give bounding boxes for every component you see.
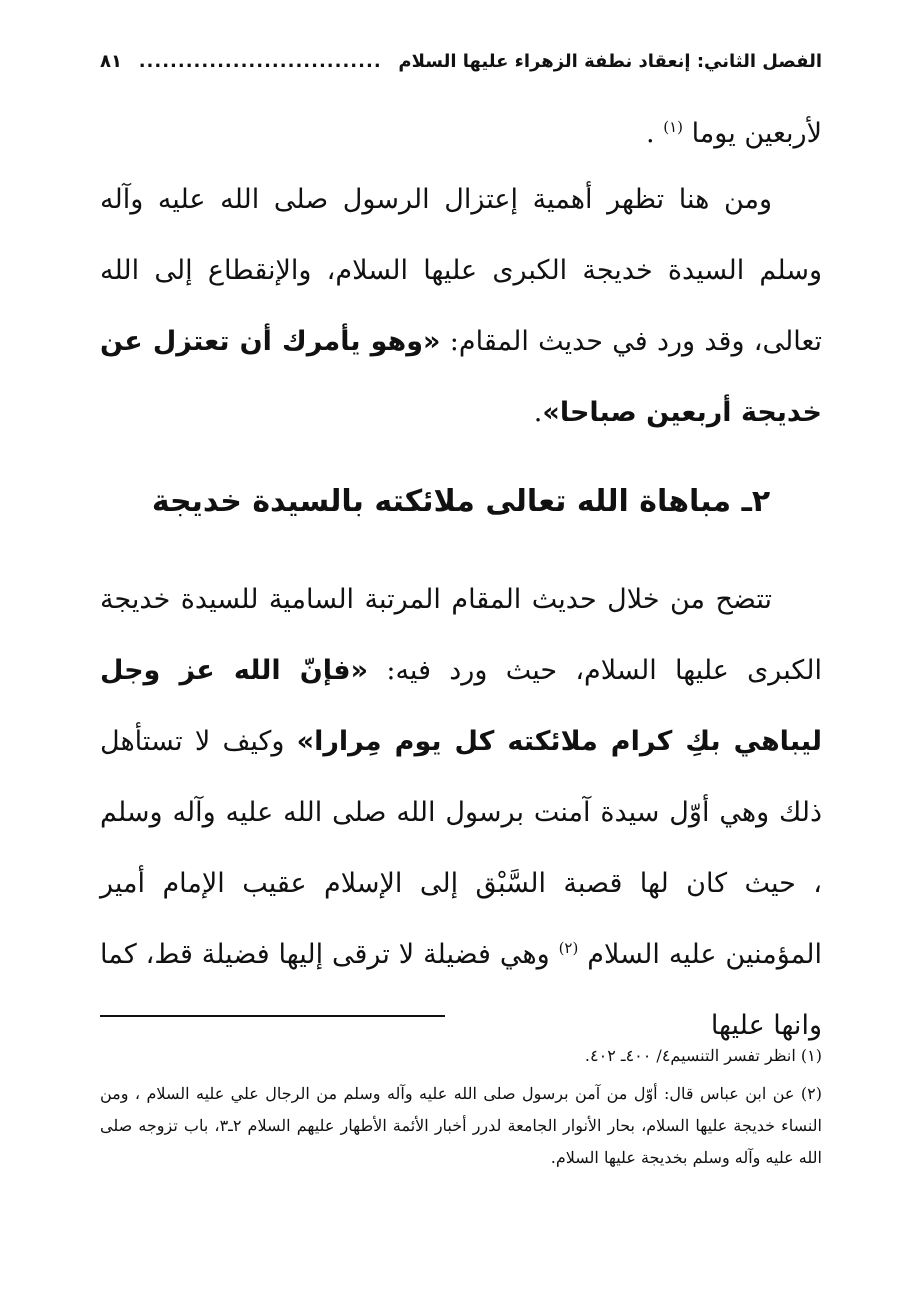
paragraph-continuation <box>100 98 822 169</box>
footnote-ref-2[interactable]: (٢) <box>558 939 579 957</box>
footnote-separator <box>100 1015 445 1017</box>
section-heading: ٢ـ مباهاة الله تعالى ملائكته بالسيدة خديجة <box>151 484 771 519</box>
page-number: ٨١ <box>100 50 122 72</box>
footnote-1: (١) انظر تفسر التنسيم٤/ ٤٠٠ـ ٤٠٢. <box>584 1046 822 1065</box>
paragraph-boasting <box>100 564 822 1061</box>
paragraph-text: تتضح من خلال حديث المقام المرتبة السامية للسيدة خديجة الكبرى عليها السلام، حيث ورد فيه: <box>100 584 822 686</box>
paragraph-text: لأربعين يوما <box>691 118 822 149</box>
chapter-title: الفصل الثاني: إنعقاد نطفة الزهراء عليها السلام <box>398 50 822 72</box>
hadith-quote: «وهو يأمرك أن تعتزل عن خديجة أربعين صباحا» <box>100 326 822 428</box>
paragraph-text: ومن هنا تظهر أهمية إعتزال الرسول صلى الله عليه وآله وسلم السيدة خديجة الكبرى عليها السلام، والإنقطاع إلى الله تعالى، وقد ورد في حديث المقام: <box>100 184 822 357</box>
paragraph-end: . <box>533 397 543 428</box>
paragraph-text: وكيف لا تستأهل ذلك وهي أوّل سيدة آمنت برسول الله صلى الله عليه وآله وسلم ، حيث كان لها قصبة السَّبْق إلى الإسلام عقيب الإمام أمير المؤمنين عليه السلام <box>100 726 822 970</box>
running-header <box>100 44 822 78</box>
paragraph-seclusion <box>100 164 822 448</box>
footnote-2: (٢) عن ابن عباس قال: أوّل من آمن برسول صلى الله عليه وآله وسلم من الرجال علي عليه السلام ، ومن النساء خديجة عليها السلام، بحار الأنوار الجامعة لدرر أخبار الأئمة الأطهار عليهم السلام ٢ـ٣، باب تزوجه صلى الله عليه وآله وسلم بخديجة عليها السلام. <box>100 1084 822 1167</box>
header-leader-dots: ............................... <box>138 50 382 72</box>
book-page <box>100 0 822 1296</box>
paragraph-end: . <box>646 118 655 149</box>
footnotes <box>100 1040 822 1180</box>
paragraph-text: وهي فضيلة لا ترقى إليها فضيلة قط، كما وانها عليها <box>100 939 822 1041</box>
hadith-quote: «فإنّ الله عز وجل ليباهي بكِ كرام ملائكته كل يوم مِرارا» <box>100 655 822 757</box>
footnote-ref-1[interactable]: (١) <box>663 118 683 136</box>
